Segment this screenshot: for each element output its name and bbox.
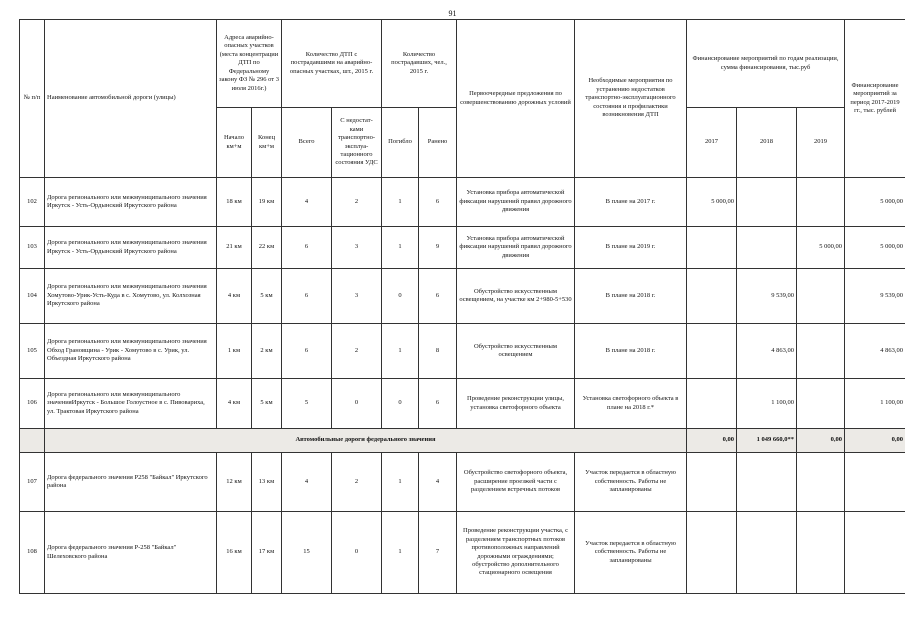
table-row bbox=[20, 512, 905, 594]
header-2017: 2017 bbox=[687, 108, 737, 178]
cell-road: Дорога федерального значения Р-258 "Байкал" Шелеховского района bbox=[45, 512, 217, 594]
cell-killed: 0 bbox=[382, 269, 419, 324]
header-address: Адреса аварийно-опасных участков (места концентрации ДТП по Федеральному закону ФЗ № 296 от 3 июля 2016г.) bbox=[217, 20, 282, 108]
road-safety-table bbox=[19, 19, 905, 594]
cell-y2018 bbox=[737, 512, 797, 594]
cell-injured: 6 bbox=[419, 269, 457, 324]
section-2019: 0,00 bbox=[797, 429, 845, 453]
cell-defects: 2 bbox=[332, 453, 382, 512]
section-2018: 1 049 660,0** bbox=[737, 429, 797, 453]
cell-killed: 1 bbox=[382, 512, 419, 594]
cell-num: 105 bbox=[20, 324, 45, 379]
cell-measure: В плане на 2018 г. bbox=[575, 324, 687, 379]
cell-start: 4 км bbox=[217, 269, 252, 324]
cell-y2017 bbox=[687, 379, 737, 429]
cell-proposal: Установка прибора автоматической фиксации нарушений правил дорожного движения bbox=[457, 227, 575, 269]
cell-end: 19 км bbox=[252, 178, 282, 227]
cell-road: Дорога федерального значения Р258 "Байкал" Иркутского района bbox=[45, 453, 217, 512]
cell-measure: Участок передается в областную собственность. Работы не запланированы bbox=[575, 453, 687, 512]
cell-proposal: Проведение реконструкции улицы, установка светофорного объекта bbox=[457, 379, 575, 429]
cell-y2018 bbox=[737, 227, 797, 269]
cell-measure: В плане на 2017 г. bbox=[575, 178, 687, 227]
cell-proposal: Обустройство искусственным освещением bbox=[457, 324, 575, 379]
header-defects: С недостат-ками транспортно-эксплуа-тационного состояния УДС bbox=[332, 108, 382, 178]
table-row bbox=[20, 324, 905, 379]
cell-measure: В плане на 2019 г. bbox=[575, 227, 687, 269]
cell-y2017 bbox=[687, 324, 737, 379]
header-victims: Количество пострадавших, чел., 2015 г. bbox=[382, 20, 457, 108]
cell-y2017: 5 000,00 bbox=[687, 178, 737, 227]
cell-num: 102 bbox=[20, 178, 45, 227]
header-financing: Финансирование мероприятий по годам реализации, сумма финансирования, тыс.руб bbox=[687, 20, 845, 108]
regional-rows bbox=[20, 178, 905, 429]
cell-num: 108 bbox=[20, 512, 45, 594]
cell-start: 4 км bbox=[217, 379, 252, 429]
cell-total: 6 bbox=[282, 227, 332, 269]
cell-measure: Участок передается в областную собственность. Работы не запланированы bbox=[575, 512, 687, 594]
cell-fin-total bbox=[845, 453, 905, 512]
cell-start: 16 км bbox=[217, 512, 252, 594]
cell-y2019 bbox=[797, 453, 845, 512]
cell-start: 1 км bbox=[217, 324, 252, 379]
cell-road: Дорога регионального или межмуниципального значения Обход Грановщина - Урик - Хомутово в с. Урик, ул. Объездная Иркутского района bbox=[45, 324, 217, 379]
page-number: 91 bbox=[448, 9, 457, 18]
header-measures: Необходимые мероприятия по устранению недостатков транспортно-эксплуатационного состояния и профилактики возникновения ДТП bbox=[575, 20, 687, 178]
cell-y2017 bbox=[687, 453, 737, 512]
cell-total: 4 bbox=[282, 178, 332, 227]
cell-fin-total: 4 863,00 bbox=[845, 324, 905, 379]
cell-y2019 bbox=[797, 379, 845, 429]
cell-y2019 bbox=[797, 269, 845, 324]
cell-y2018: 1 100,00 bbox=[737, 379, 797, 429]
cell-injured: 7 bbox=[419, 512, 457, 594]
cell-total: 6 bbox=[282, 269, 332, 324]
header-road: Наименование автомобильной дороги (улицы) bbox=[45, 20, 217, 178]
cell-num: 103 bbox=[20, 227, 45, 269]
header-total: Всего bbox=[282, 108, 332, 178]
section-title: Автомобильные дороги федерального значения bbox=[45, 429, 687, 453]
cell-num: 106 bbox=[20, 379, 45, 429]
cell-end: 17 км bbox=[252, 512, 282, 594]
cell-end: 5 км bbox=[252, 379, 282, 429]
cell-total: 4 bbox=[282, 453, 332, 512]
cell-end: 22 км bbox=[252, 227, 282, 269]
cell-killed: 1 bbox=[382, 453, 419, 512]
federal-rows bbox=[20, 453, 905, 594]
table-row bbox=[20, 178, 905, 227]
cell-proposal: Обустройство искусственным освещением, на участке км 2+980-5+530 bbox=[457, 269, 575, 324]
cell-fin-total: 5 000,00 bbox=[845, 227, 905, 269]
cell-y2019 bbox=[797, 178, 845, 227]
cell-y2019 bbox=[797, 512, 845, 594]
cell-fin-total: 1 100,00 bbox=[845, 379, 905, 429]
cell-road: Дорога регионального или межмуниципального значения Иркутск - Усть-Ордынский Иркутского района bbox=[45, 178, 217, 227]
cell-injured: 8 bbox=[419, 324, 457, 379]
table-row bbox=[20, 379, 905, 429]
cell-defects: 3 bbox=[332, 227, 382, 269]
cell-y2018: 4 863,00 bbox=[737, 324, 797, 379]
cell-injured: 4 bbox=[419, 453, 457, 512]
cell-y2019 bbox=[797, 324, 845, 379]
header-2019: 2019 bbox=[797, 108, 845, 178]
cell-defects: 2 bbox=[332, 324, 382, 379]
cell-y2017 bbox=[687, 227, 737, 269]
cell-total: 15 bbox=[282, 512, 332, 594]
cell-measure: В плане на 2018 г. bbox=[575, 269, 687, 324]
table-row bbox=[20, 227, 905, 269]
cell-fin-total bbox=[845, 512, 905, 594]
table-row bbox=[20, 453, 905, 512]
cell-end: 5 км bbox=[252, 269, 282, 324]
cell-y2018 bbox=[737, 453, 797, 512]
cell-num: 104 bbox=[20, 269, 45, 324]
cell-killed: 1 bbox=[382, 227, 419, 269]
cell-proposal: Проведение реконструкции участка, с разделением транспортных потоков противоположных направлений дорожными ограждениями; обустройство дополнительного стационарного освещения bbox=[457, 512, 575, 594]
cell-y2017 bbox=[687, 512, 737, 594]
cell-injured: 6 bbox=[419, 379, 457, 429]
cell-proposal: Обустройство светофорного объекта, расширение проезжей части с разделением встречных потоков bbox=[457, 453, 575, 512]
cell-injured: 9 bbox=[419, 227, 457, 269]
cell-y2017 bbox=[687, 269, 737, 324]
header-2018: 2018 bbox=[737, 108, 797, 178]
cell-total: 6 bbox=[282, 324, 332, 379]
section-fin-total: 0,00 bbox=[845, 429, 905, 453]
header-fin-total: Финансирование мероприятий за период 2017-2019 гг., тыс. рублей bbox=[845, 20, 905, 178]
cell-defects: 0 bbox=[332, 379, 382, 429]
header-killed: Погибло bbox=[382, 108, 419, 178]
table-row bbox=[20, 269, 905, 324]
cell-defects: 2 bbox=[332, 178, 382, 227]
cell-y2018 bbox=[737, 178, 797, 227]
section-federal bbox=[20, 429, 905, 453]
cell-road: Дорога регионального или межмуниципального значенияИркутск - Большое Голоустное в с. Пивовариха, ул. Трактовая Иркутского района bbox=[45, 379, 217, 429]
cell-road: Дорога регионального или межмуниципального значения Иркутск - Усть-Ордынский Иркутского района bbox=[45, 227, 217, 269]
cell-measure: Установка светофорного объекта в плане на 2018 г.* bbox=[575, 379, 687, 429]
header-num: № п/п bbox=[20, 20, 45, 178]
header-injured: Ранено bbox=[419, 108, 457, 178]
cell-fin-total: 5 000,00 bbox=[845, 178, 905, 227]
section-num-cell bbox=[20, 429, 45, 453]
cell-end: 13 км bbox=[252, 453, 282, 512]
cell-killed: 1 bbox=[382, 178, 419, 227]
cell-y2018: 9 539,00 bbox=[737, 269, 797, 324]
cell-proposal: Установка прибора автоматической фиксации нарушений правил дорожного движения bbox=[457, 178, 575, 227]
cell-killed: 1 bbox=[382, 324, 419, 379]
cell-end: 2 км bbox=[252, 324, 282, 379]
cell-injured: 6 bbox=[419, 178, 457, 227]
cell-start: 12 км bbox=[217, 453, 252, 512]
cell-total: 5 bbox=[282, 379, 332, 429]
cell-defects: 3 bbox=[332, 269, 382, 324]
section-2017: 0,00 bbox=[687, 429, 737, 453]
cell-start: 18 км bbox=[217, 178, 252, 227]
header-start: Начало км+м bbox=[217, 108, 252, 178]
cell-road: Дорога регионального или межмуниципального значения Хомутово-Урик-Усть-Куда в с. Хомутово, ул. Колхозная Иркутского района bbox=[45, 269, 217, 324]
cell-num: 107 bbox=[20, 453, 45, 512]
cell-killed: 0 bbox=[382, 379, 419, 429]
cell-fin-total: 9 539,00 bbox=[845, 269, 905, 324]
cell-defects: 0 bbox=[332, 512, 382, 594]
cell-start: 21 км bbox=[217, 227, 252, 269]
header-end: Конец км+м bbox=[252, 108, 282, 178]
header-dtp-count: Количество ДТП с пострадавшими на аварийно-опасных участках, шт., 2015 г. bbox=[282, 20, 382, 108]
header-proposals: Первоочередные предложения по совершенствованию дорожных условий bbox=[457, 20, 575, 178]
cell-y2019: 5 000,00 bbox=[797, 227, 845, 269]
